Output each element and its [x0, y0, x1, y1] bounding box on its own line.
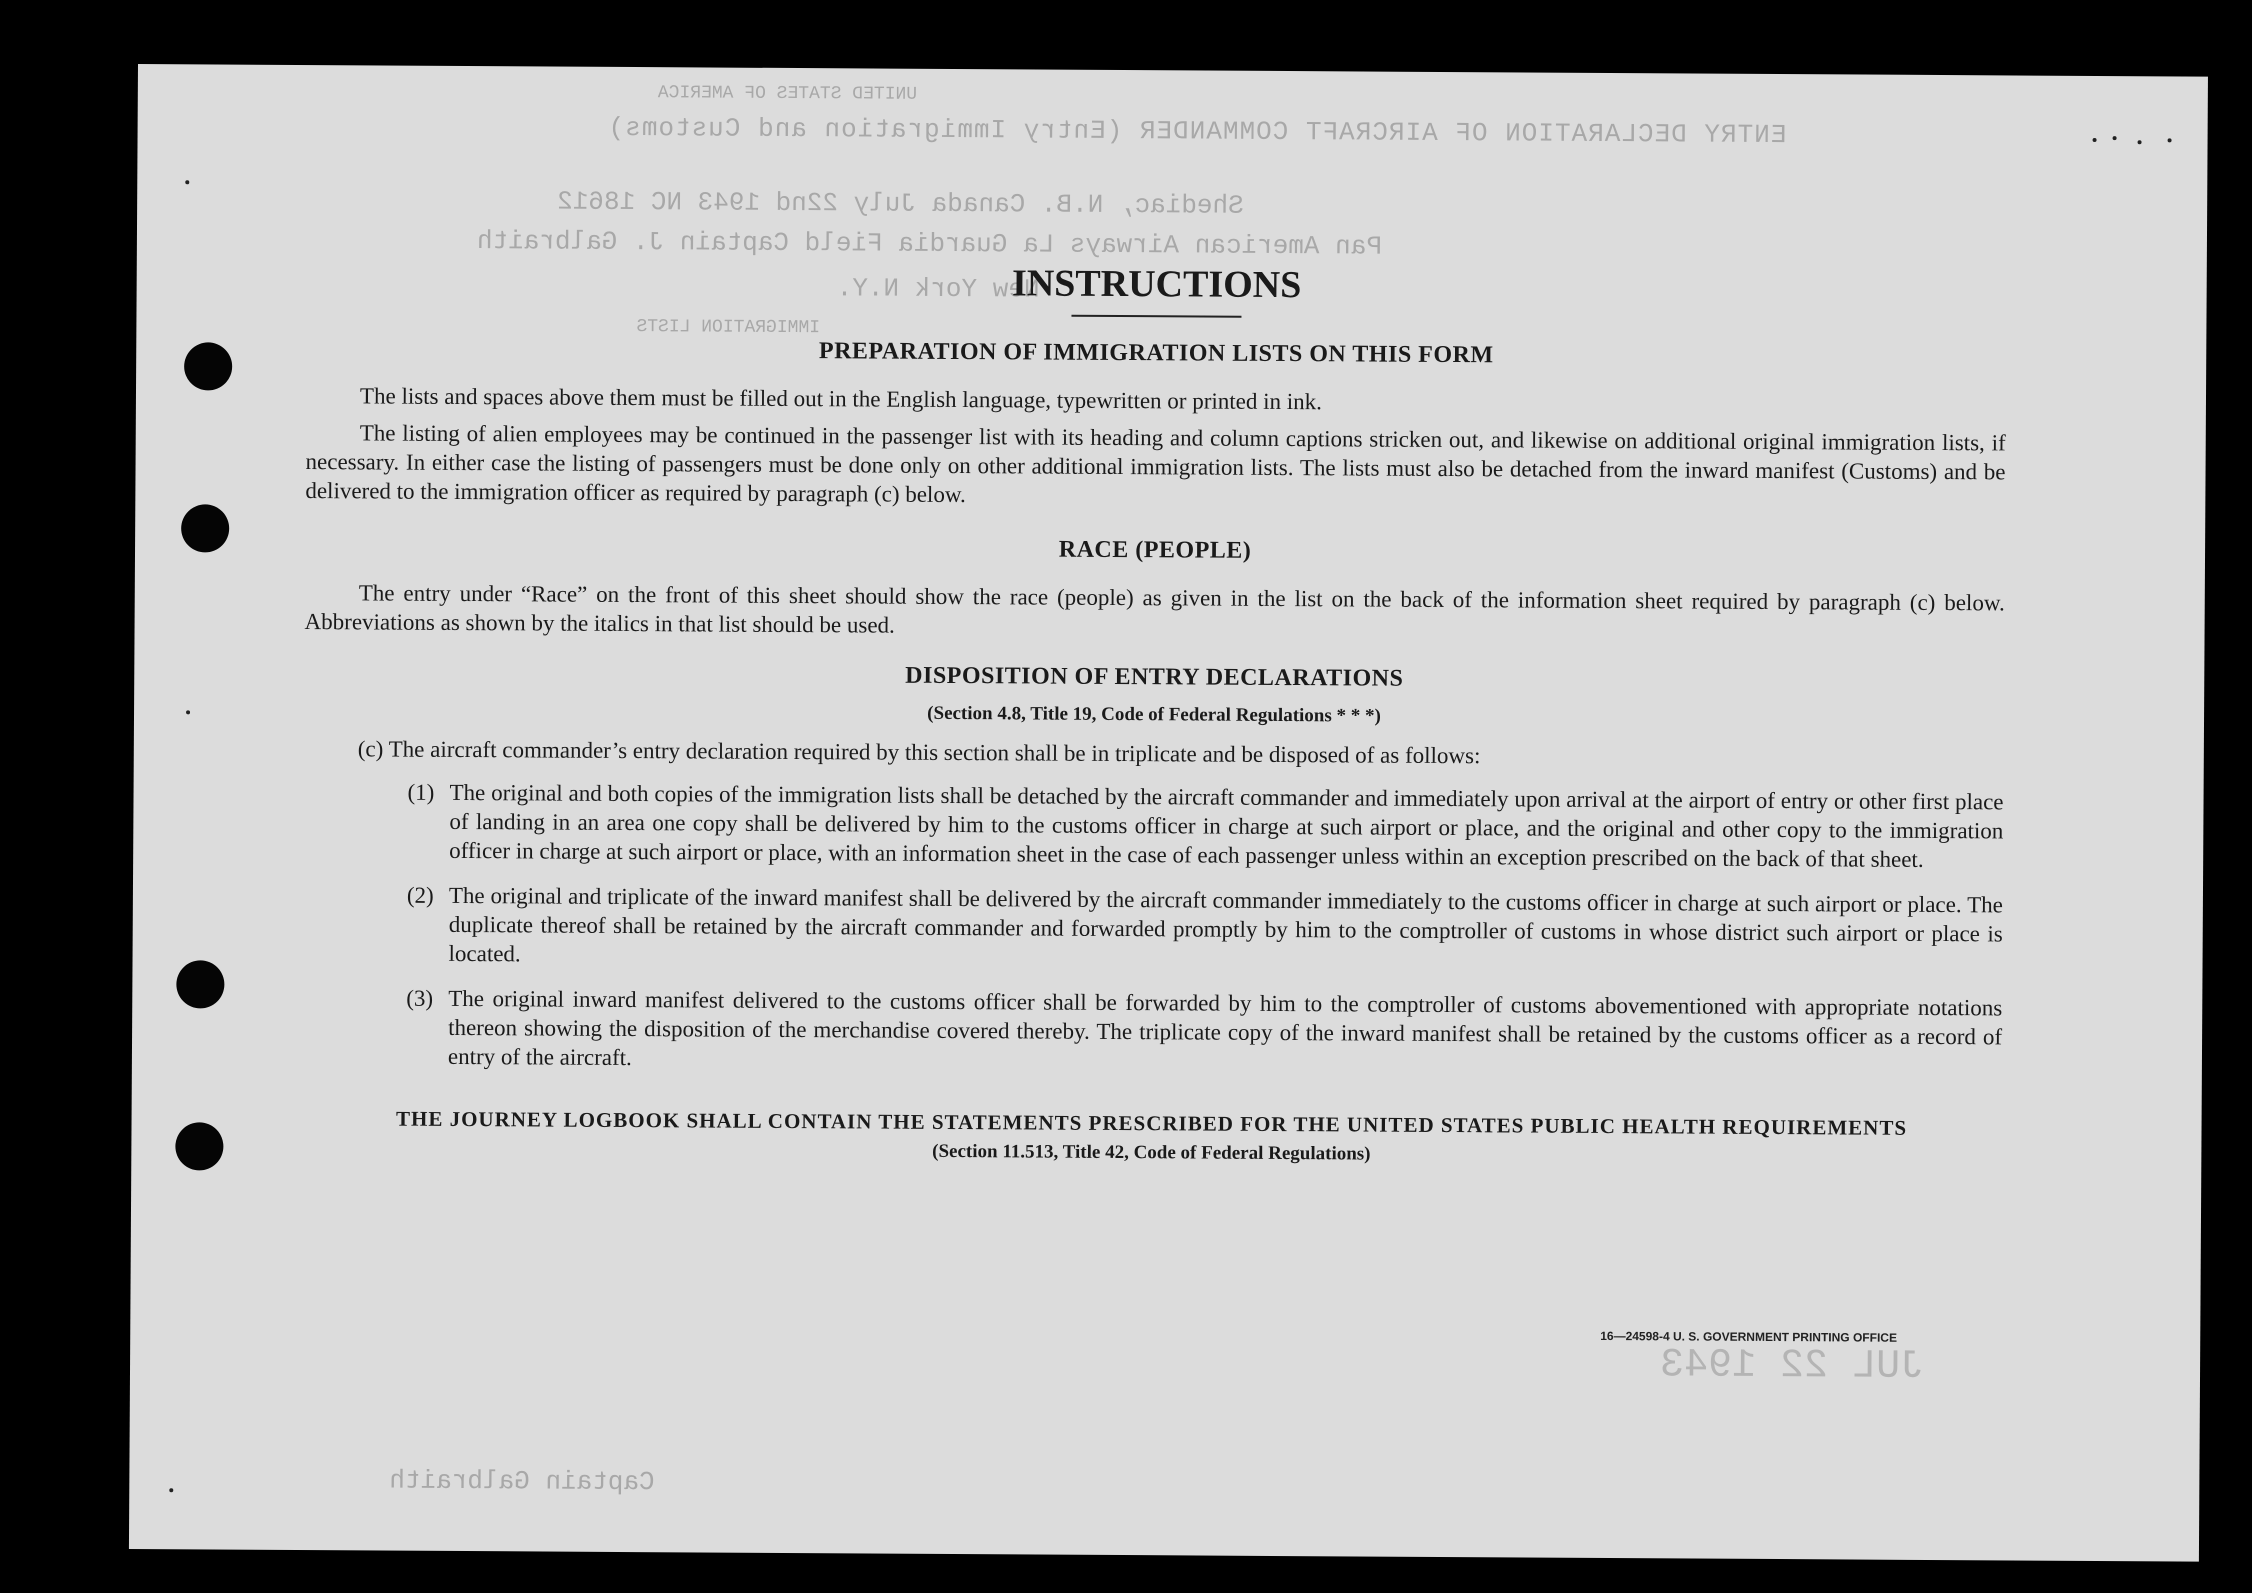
punch-hole-3	[176, 960, 224, 1008]
section-heading-disposition: DISPOSITION OF ENTRY DECLARATIONS	[905, 662, 1404, 692]
bleed-through-top-heading: UNITED STATES OF AMERICA	[657, 83, 918, 105]
section-heading-preparation: PREPARATION OF IMMIGRATION LISTS ON THIS FORM	[818, 338, 1494, 369]
speck-mark	[2168, 138, 2172, 142]
speck-mark	[186, 710, 190, 714]
disposition-item	[406, 881, 2003, 978]
printing-office-imprint: 16—24598-4 U. S. GOVERNMENT PRINTING OFFICE	[1600, 1328, 1898, 1345]
speck-mark	[2113, 136, 2117, 140]
disposition-item	[406, 984, 2003, 1081]
speck-mark	[169, 1488, 173, 1492]
punch-hole-2	[181, 504, 229, 552]
item-number: (2)	[406, 882, 434, 908]
speck-mark	[185, 180, 189, 184]
bleed-through-signature: Captain Galbraith	[389, 1465, 655, 1498]
bleed-through-form-title: ENTRY DECLARATION OF AIRCRAFT COMMANDER (Entry Immigration and Customs)	[607, 112, 1787, 151]
preparation-paragraph-1: The lists and spaces above them must be filled out in the English language, typewritten or printed in ink.	[359, 383, 1323, 415]
race-paragraph: The entry under “Race” on the front of this sheet should show the race (people) as given in the list on the back of the information sheet required by paragraph (c) below. Abbreviations as shown by the italics in that list should be used.	[304, 580, 2005, 638]
speck-mark	[2138, 140, 2142, 144]
punch-hole-1	[184, 342, 232, 390]
section-heading-race: RACE (PEOPLE)	[1058, 536, 1252, 564]
title-underline	[1071, 315, 1241, 318]
health-requirements-statement: THE JOURNEY LOGBOOK SHALL CONTAIN THE STATEMENTS PRESCRIBED FOR THE UNITED STATES PUBLIC HEALTH REQUIREMENTS	[395, 1106, 1908, 1140]
disposition-clause-c: (c) The aircraft commander’s entry declaration required by this section shall be in triplicate and be disposed of as follows:	[357, 736, 1481, 769]
bleed-through-line-1: Shediac, N.B. Canada July 22nd 1943 NC 18612	[557, 186, 1244, 221]
disposition-item	[407, 778, 2004, 875]
bleed-through-stamp: JUL 22 1943	[1659, 1343, 1925, 1390]
item-text: The original inward manifest delivered to the customs officer shall be forwarded by him to the comptroller of customs abovementioned with appropriate notations thereon showing the disposition of the merchandise covered thereby. The triplicate copy of the inward manifest shall be retained by the customs officer as a record of entry of the aircraft.	[447, 985, 2003, 1071]
item-text: The original and triplicate of the inward manifest shall be delivered by the aircraft commander immediately to the customs officer in charge at such airport or place. The duplicate thereof shall be retained by the aircraft commander and forwarded promptly by him to the comptroller of customs in whose district such airport or place is located.	[448, 882, 2003, 967]
preparation-paragraph-2: The listing of alien employees may be continued in the passenger list with its heading and column captions stricken out, and likewise on additional original immigration lists, if necessary. In either case the listing of passengers must be done only on other additional immigration lists. The lists must also be detached from the inward manifest (Customs) and be delivered to the immigration officer as required by paragraph (c) below.	[305, 420, 2006, 508]
bleed-through-line-2: Pan American Airways La Guardia Field Captain J. Galbraith	[476, 226, 1382, 262]
document-sheet	[129, 64, 2208, 1562]
instructions-content	[301, 262, 2006, 1172]
item-number: (3)	[406, 985, 434, 1011]
item-text: The original and both copies of the immigration lists shall be detached by the aircraft commander and immediately upon arrival at the airport of entry or other first place of landing in an area one copy shall be delivered by him to the customs officer in charge at such airport or place, and the original and other copy to the immigration officer in charge at such airport or place, with an information sheet in the case of each passenger unless within an exception prescribed on the back of that sheet.	[449, 779, 2004, 872]
punch-hole-4	[175, 1122, 223, 1170]
item-number: (1)	[407, 779, 435, 805]
bleed-through-line-4: IMMIGRATION LISTS	[636, 317, 821, 339]
bleed-through-line-3: New York N.Y.	[836, 273, 1040, 305]
speck-mark	[2093, 138, 2097, 142]
disposition-citation: (Section 4.8, Title 19, Code of Federal Regulations * * *)	[927, 702, 1381, 727]
page-title: INSTRUCTIONS	[1011, 262, 1302, 307]
health-requirements-citation: (Section 11.513, Title 42, Code of Federal Regulations)	[932, 1140, 1371, 1165]
